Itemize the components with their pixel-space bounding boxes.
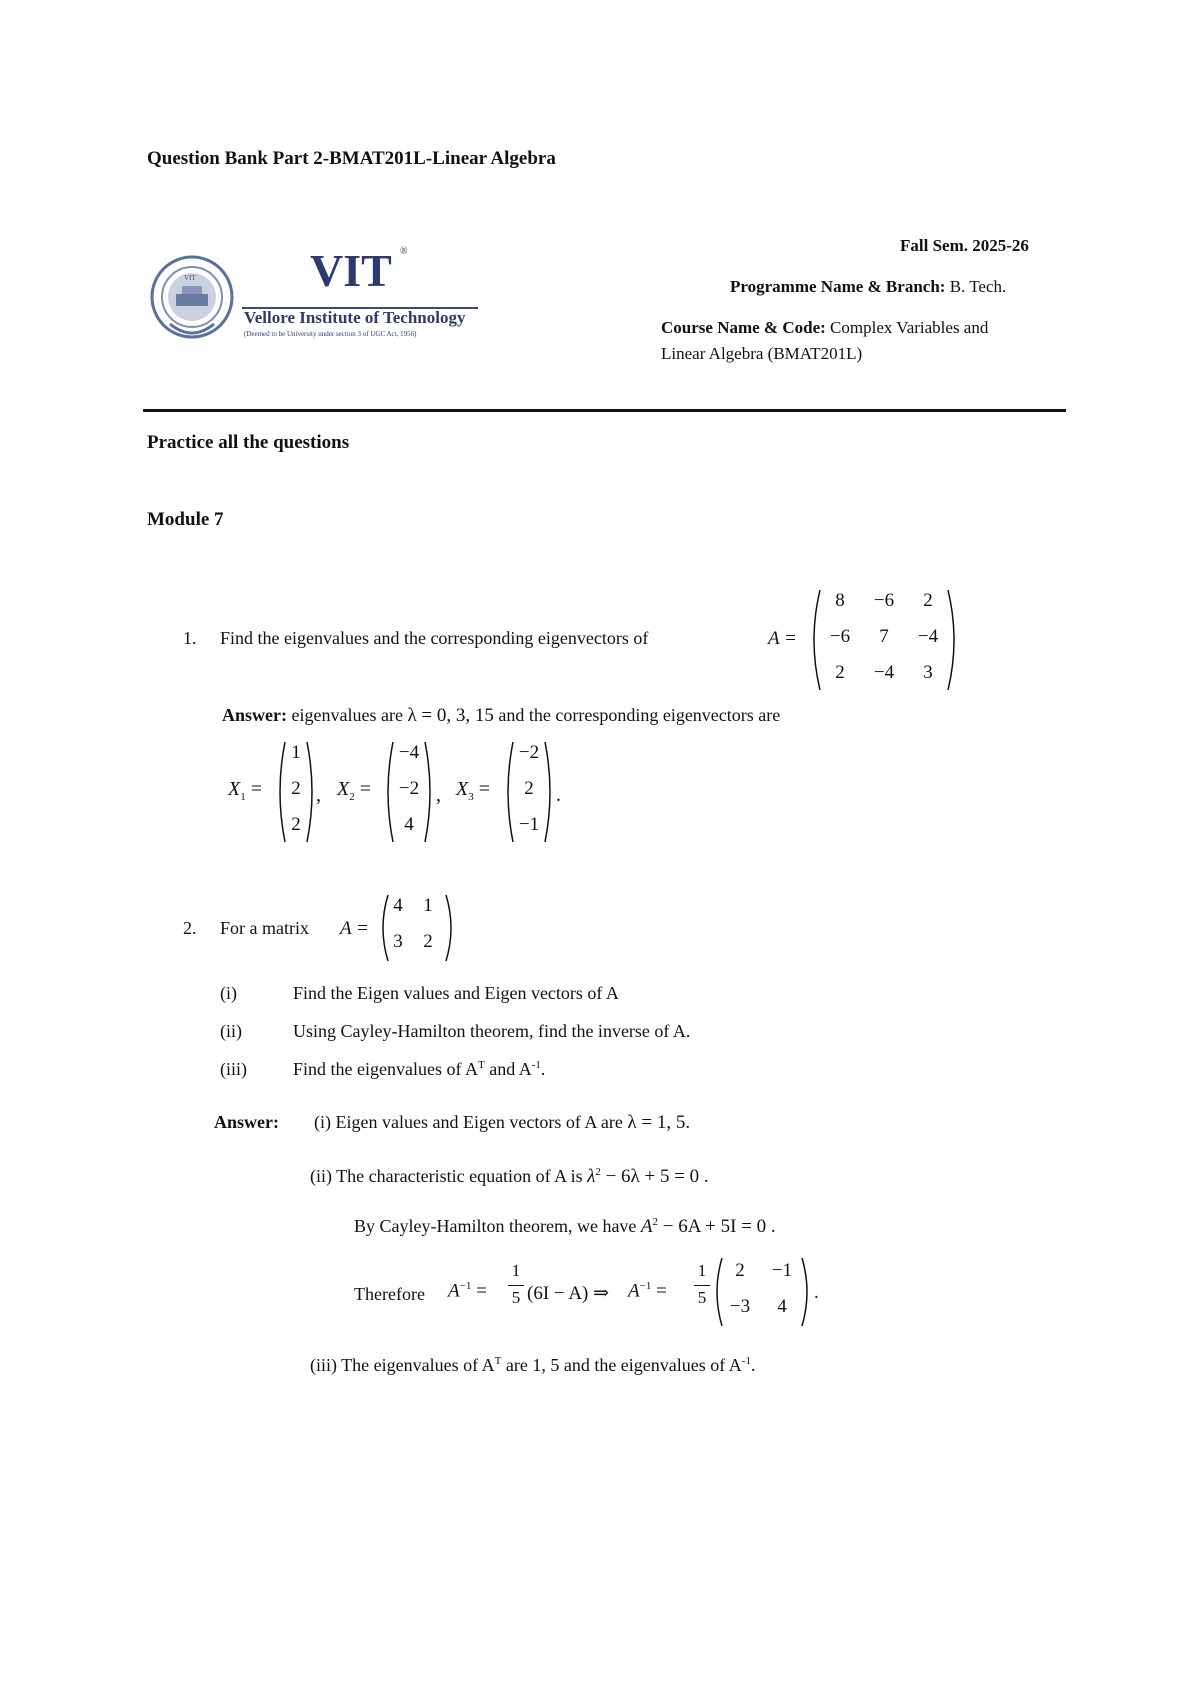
q2-item-num: (i): [220, 983, 237, 1003]
vector-cell: 2: [291, 814, 301, 835]
q1-answer-line: [222, 705, 780, 727]
fraction-numerator: 1: [697, 1261, 707, 1280]
vector-cell: 4: [404, 814, 414, 835]
fraction-denominator: 5: [697, 1288, 707, 1307]
course-line: [661, 318, 988, 338]
course-value-line1: Complex Variables and: [830, 318, 989, 337]
vector-cell: −4: [398, 742, 420, 763]
logo-tagline: (Deemed to be University under section 3 of UGC Act, 1956): [244, 330, 417, 338]
vit-logo: [150, 245, 480, 345]
q1-text: Find the eigenvalues and the corresponding eigenvectors of: [220, 628, 649, 648]
matrix-cell: −6: [829, 626, 851, 647]
matrix-cell: 4: [393, 895, 403, 916]
programme-value: B. Tech.: [949, 277, 1007, 296]
matrix-cell: 3: [923, 662, 933, 683]
vector-cell: −1: [518, 814, 540, 835]
matrix-cell: 7: [879, 626, 889, 647]
matrix-cell: −4: [917, 626, 939, 647]
header-divider: [143, 409, 1066, 412]
x2-label: $X_2$ =: [337, 778, 371, 803]
period: .: [814, 1282, 819, 1303]
q1-answer-text1: eigenvalues are: [291, 705, 403, 725]
q2-item-num: (iii): [220, 1059, 247, 1079]
x3-label: $X_3$ =: [456, 778, 490, 803]
vector-cell: 1: [291, 742, 301, 763]
module-heading: Module 7: [147, 509, 224, 530]
q1-answer-text2: and the corresponding eigenvectors are: [498, 705, 781, 725]
fraction-bar: [694, 1285, 710, 1286]
vector-cell: −2: [398, 778, 420, 799]
q2-answer-i: (i) Eigen values and Eigen vectors of A are λ = 1, 5.: [314, 1112, 691, 1133]
q2-item-text: Using Cayley-Hamilton theorem, find the inverse of A.: [293, 1021, 691, 1041]
q1-answer-label: Answer:: [222, 705, 287, 725]
x1-vector: [277, 740, 315, 844]
inverse-expression: (6I − A) ⇒: [527, 1283, 610, 1304]
svg-text:VIT: VIT: [184, 274, 196, 282]
vector-cell: −2: [518, 742, 540, 763]
programme-line: [730, 277, 1006, 297]
matrix-cell: −6: [873, 590, 895, 611]
q2-item-num: (ii): [220, 1021, 242, 1041]
matrix-cell: 2: [923, 590, 933, 611]
inverse-label: $A^{-1}$ =: [448, 1280, 487, 1302]
fraction-bar: [508, 1285, 524, 1286]
matrix-cell: 2: [423, 931, 433, 952]
q2-item-text: Find the eigenvalues of $A^T$ and $A^{-1}$.: [293, 1059, 546, 1079]
x1-label: $X_1$ =: [228, 778, 262, 803]
q2-number: 2.: [183, 918, 197, 938]
x2-vector: [385, 740, 433, 844]
q1-matrix: [810, 588, 958, 692]
matrix-cell: 8: [835, 590, 845, 611]
q2-matrix: [380, 893, 454, 963]
matrix-cell: 4: [777, 1296, 787, 1317]
q2-answer-label: Answer:: [214, 1112, 279, 1132]
matrix-cell: 2: [735, 1260, 745, 1281]
x3-vector: [505, 740, 553, 844]
q2-answer-iii: (iii) The eigenvalues of $A^T$ are 1, 5 and the eigenvalues of $A^{-1}$.: [310, 1355, 756, 1375]
q2-text: For a matrix: [220, 918, 309, 938]
matrix-cell: 3: [393, 931, 403, 952]
therefore-label: Therefore: [354, 1284, 425, 1304]
comma: ,: [316, 784, 321, 806]
logo-brand: VIT: [310, 245, 392, 296]
course-label: Course Name & Code:: [661, 318, 826, 337]
q1-answer-eigen: λ = 0, 3, 15: [407, 705, 494, 726]
document-title: Question Bank Part 2-BMAT201L-Linear Algebra: [147, 148, 556, 169]
matrix-cell: 2: [835, 662, 845, 683]
matrix-cell: −3: [729, 1296, 751, 1317]
q2-matrix-label: A =: [340, 918, 369, 939]
q2-item-text: Find the Eigen values and Eigen vectors of A: [293, 983, 619, 1003]
logo-name: Vellore Institute of Technology: [244, 308, 466, 327]
vector-cell: 2: [291, 778, 301, 799]
instruction: Practice all the questions: [147, 432, 350, 453]
inverse-matrix: [714, 1256, 810, 1328]
q1-number: 1.: [183, 628, 197, 648]
registered-mark: ®: [400, 246, 408, 257]
vector-cell: 2: [524, 778, 534, 799]
matrix-cell: −4: [873, 662, 895, 683]
fraction-denominator: 5: [511, 1288, 521, 1307]
semester: Fall Sem. 2025-26: [900, 236, 1029, 255]
fraction-numerator: 1: [511, 1261, 521, 1280]
q1-matrix-label: A =: [768, 628, 797, 649]
matrix-cell: −1: [771, 1260, 793, 1281]
course-value-line2: Linear Algebra (BMAT201L): [661, 344, 863, 363]
period: .: [556, 784, 561, 806]
comma: ,: [436, 784, 441, 806]
programme-label: Programme Name & Branch:: [730, 277, 946, 296]
q2-answer-ii: (ii) The characteristic equation of A is $\lambda^2 - 6\lambda + 5 = 0$ .: [310, 1166, 709, 1187]
inverse-label-2: $A^{-1}$ =: [628, 1280, 667, 1302]
q2-cayley-hamilton: By Cayley-Hamilton theorem, we have $A^2 - 6A + 5I = 0$ .: [354, 1216, 776, 1237]
matrix-cell: 1: [423, 895, 433, 916]
